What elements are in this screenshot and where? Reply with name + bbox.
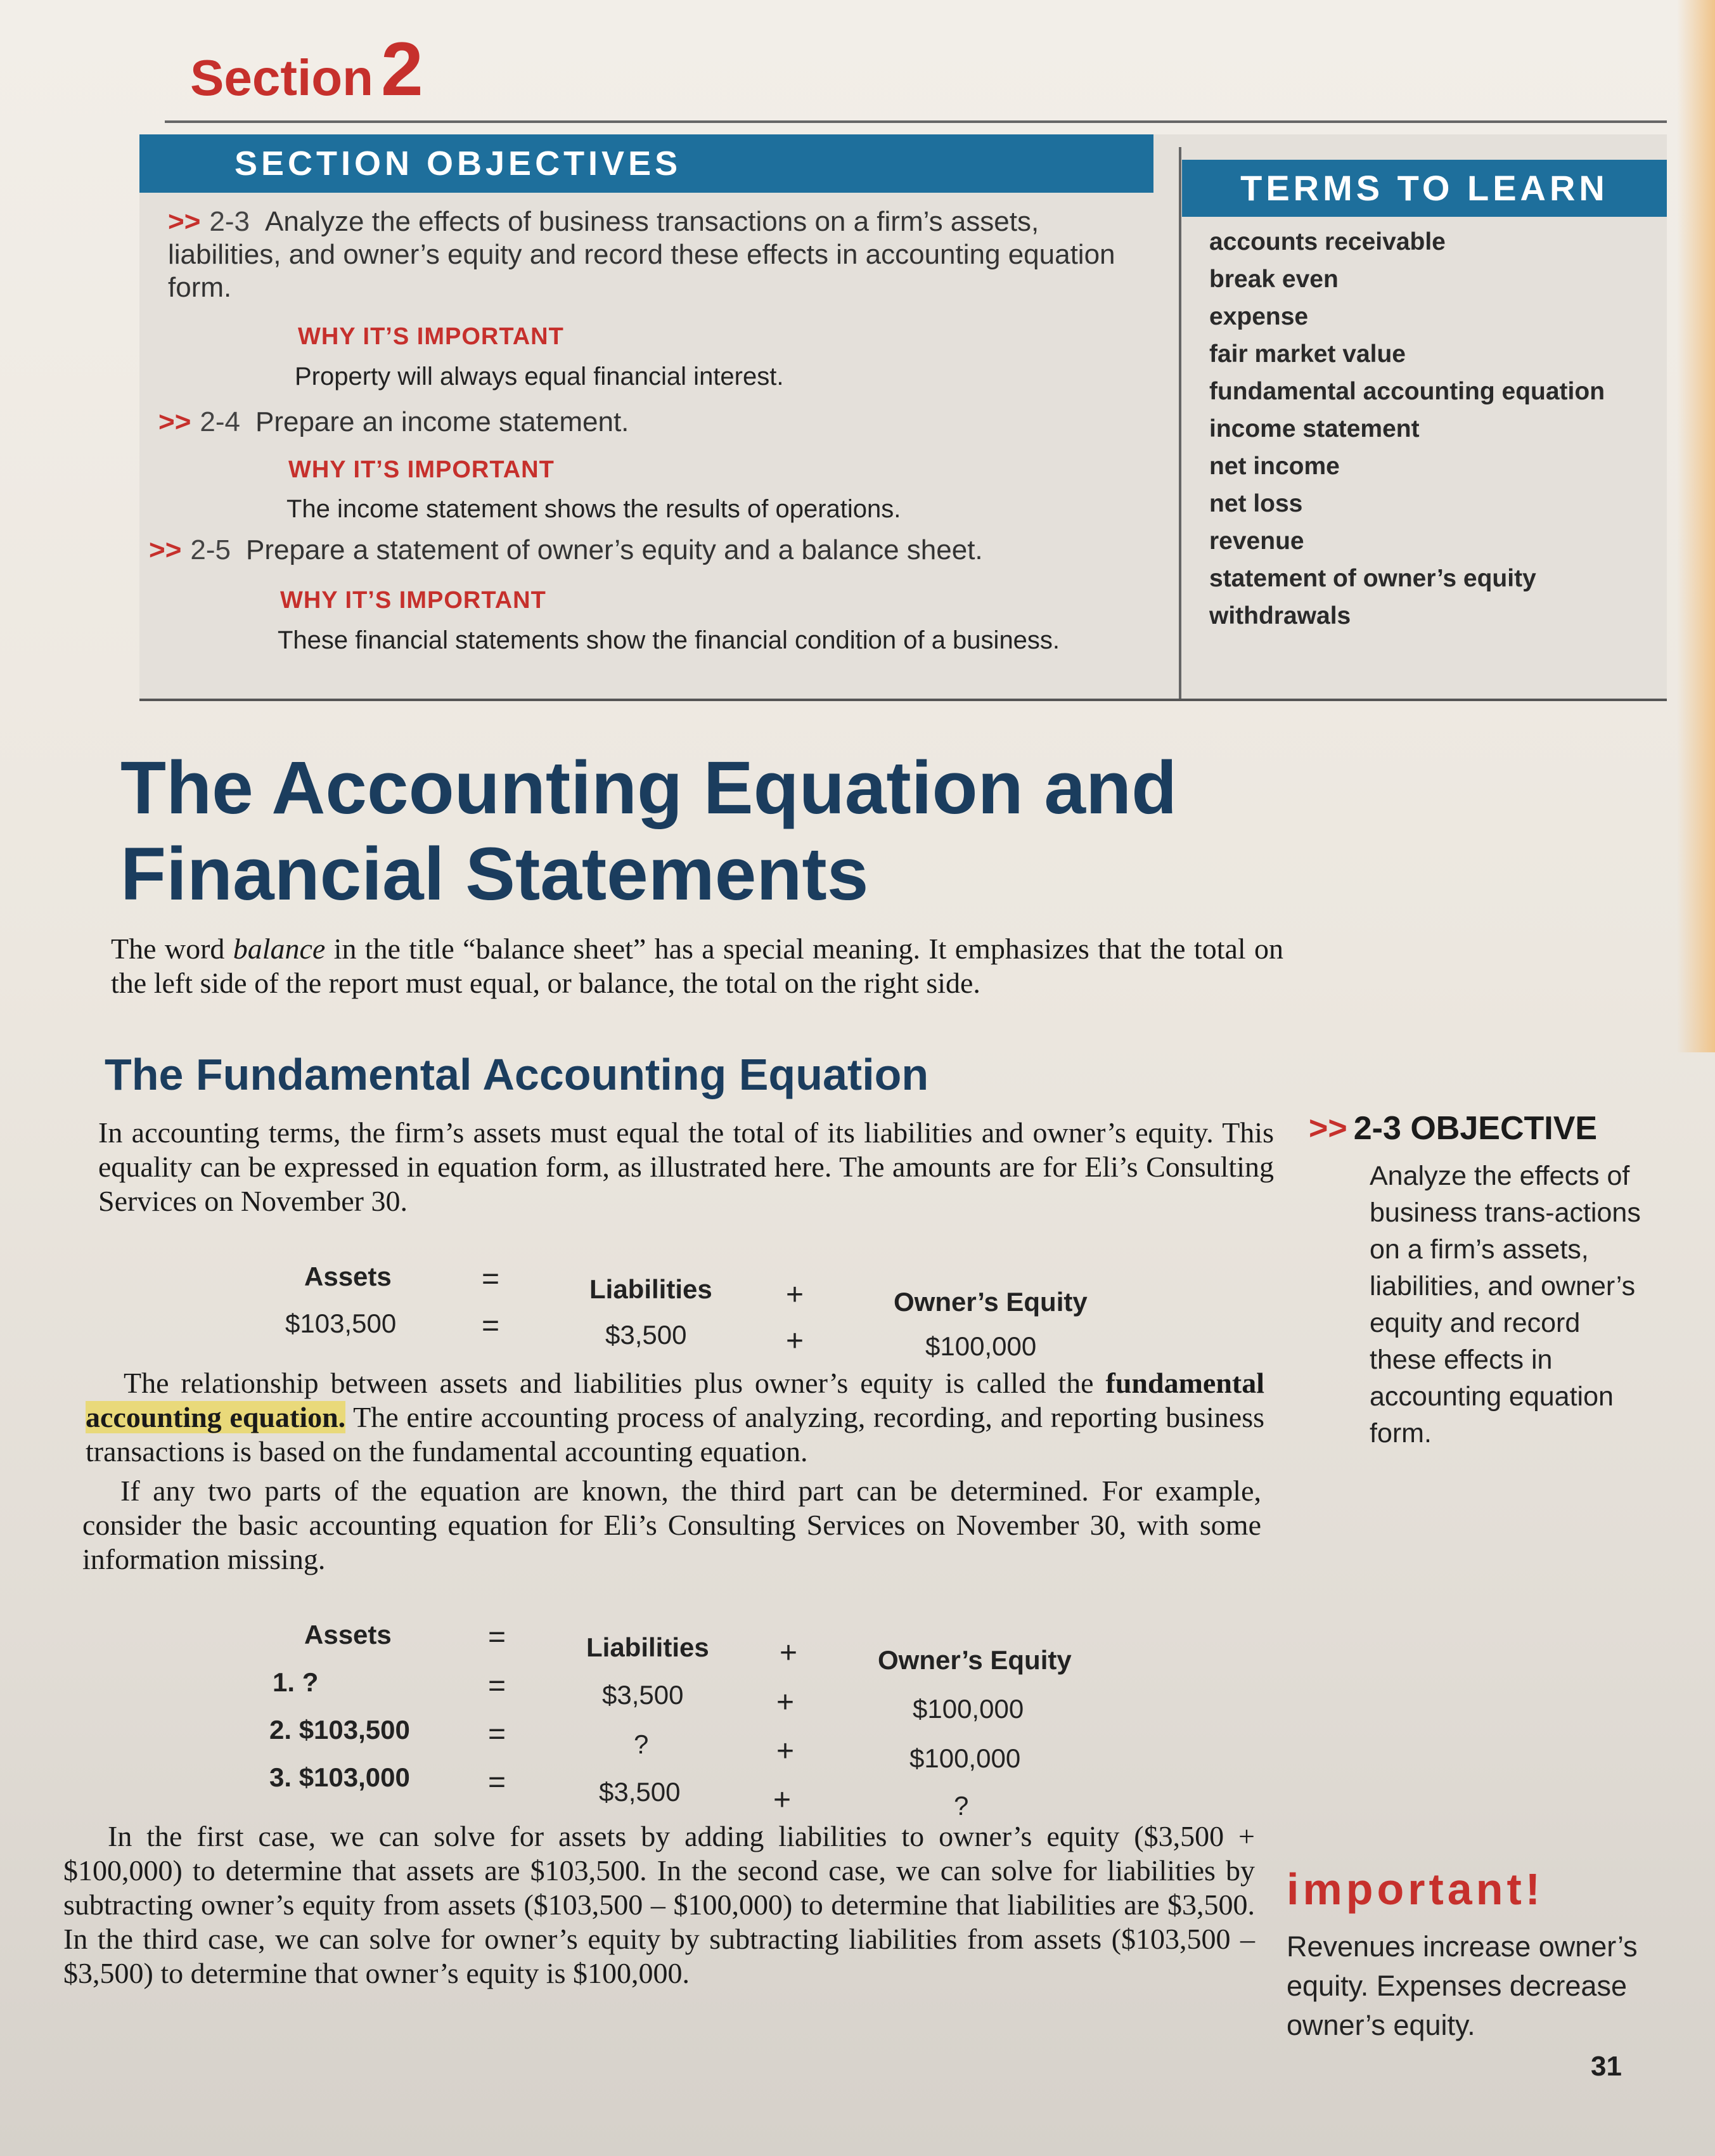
intro-text-b: in the title “balance sheet” has a special meaning. It emphasizes that the total on the left side of the report must equal, or balance, the total on the right side. (111, 933, 1283, 999)
section-objectives-header: SECTION OBJECTIVES (139, 134, 1153, 193)
objective-id: 2-3 (209, 206, 250, 237)
eq2-row2-plus: + (776, 1734, 795, 1768)
objective-id: 2-4 (200, 406, 240, 437)
objective-id: 2-5 (190, 534, 231, 565)
why-important-text: The income statement shows the results of operations. (286, 495, 901, 523)
why-important-label: WHY IT’S IMPORTANT (298, 323, 564, 350)
objective-arrow-icon: >> (158, 406, 191, 437)
eq2-header-owners-equity: Owner’s Equity (878, 1645, 1072, 1675)
term-item: withdrawals (1209, 602, 1351, 629)
important-callout (1287, 1864, 1641, 2045)
side-objective-text: Analyze the effects of business trans-actions on a firm’s assets, liabilities, and owner’s equity and record these effects in accounting equation form. (1370, 1161, 1641, 1449)
key-term-accounting-equation: accounting equation. (86, 1401, 346, 1433)
page-edge-shadow (1677, 0, 1715, 1052)
why-important-label: WHY IT’S IMPORTANT (288, 456, 555, 483)
eq2-row3-owners-equity: ? (954, 1791, 969, 1821)
eq-equals: = (482, 1262, 500, 1296)
fundamental-paragraph-3: If any two parts of the equation are known, the third part can be determined. For example, consider the basic accounting equation for Eli’s Consulting Services on November 30, with some information missing. (82, 1475, 1261, 1575)
section-subtitle: The Fundamental Accounting Equation (105, 1050, 929, 1099)
section-label (190, 25, 423, 113)
side-objective-title (1309, 1109, 1664, 1147)
page-title-line-1: The Accounting Equation and (120, 746, 1178, 830)
eq2-plus: + (780, 1636, 798, 1670)
term-item: fundamental accounting equation (1209, 378, 1605, 405)
term-item: income statement (1209, 415, 1420, 442)
page-number: 31 (1591, 2051, 1622, 2082)
term-item: expense (1209, 303, 1309, 330)
side-objective-title-text: 2-3 OBJECTIVE (1353, 1110, 1598, 1147)
page-title (120, 745, 1177, 917)
eq2-row1-liabilities: $3,500 (602, 1680, 684, 1710)
objective-text: Analyze the effects of business transactions on a firm’s assets, liabilities, and owner’s equity and record these effects in accounting equation form. (168, 206, 1115, 303)
fundamental-paragraph-2 (86, 1366, 1264, 1469)
eq-header-liabilities: Liabilities (589, 1274, 712, 1304)
eq2-row3-plus: + (773, 1783, 792, 1817)
eq-value-owners-equity: $100,000 (925, 1331, 1037, 1361)
eq-plus: + (786, 1324, 804, 1358)
objective-arrow-icon: >> (149, 534, 182, 565)
eq-header-owners-equity: Owner’s Equity (894, 1287, 1088, 1317)
intro-text-a: The word (111, 933, 233, 965)
eq2-row3-liabilities: $3,500 (599, 1777, 681, 1807)
eq-plus: + (786, 1278, 804, 1312)
top-rule (165, 120, 1667, 123)
eq2-header-assets: Assets (304, 1620, 392, 1649)
eq2-row2-owners-equity: $100,000 (909, 1743, 1021, 1773)
why-important-text: Property will always equal financial interest. (295, 363, 784, 391)
intro-emphasis: balance (233, 933, 326, 965)
eq2-row3-equals: = (488, 1765, 506, 1799)
eq2-row2-equals: = (488, 1717, 506, 1751)
section-label-text: Section (190, 49, 373, 106)
important-title: important! (1287, 1864, 1545, 1914)
objectives-panel (139, 134, 1667, 701)
objective-arrow-icon: >> (1309, 1110, 1347, 1147)
objective-2-3 (168, 205, 1157, 304)
eq2-row1-owners-equity: $100,000 (913, 1694, 1024, 1724)
eq-equals: = (482, 1309, 500, 1343)
term-item: fair market value (1209, 340, 1406, 368)
section-number: 2 (380, 27, 423, 112)
terms-list (1209, 223, 1653, 635)
term-item: accounts receivable (1209, 228, 1446, 255)
objective-2-5 (149, 534, 1138, 567)
important-text: Revenues increase owner’s equity. Expenses decrease owner’s equity. (1287, 1930, 1638, 2041)
eq-value-assets: $103,500 (285, 1308, 397, 1338)
eq2-row1-plus: + (776, 1686, 795, 1719)
fundamental-paragraph-4: In the first case, we can solve for assets by adding liabilities to owner’s equity ($3,500 + $100,000) to determine that assets are $103,500. In the second case, we can solve for liabilities by subtracting owner’s equity from assets ($103,500 – $100,000) to determine that liabilities are $3,500. In the third case, we can solve for owner’s equity by subtracting liabilities from assets ($103,500 – $3,500) to determine that owner’s equity is $100,000. (63, 1820, 1255, 1989)
term-item: revenue (1209, 527, 1304, 555)
eq2-header-liabilities: Liabilities (586, 1632, 709, 1662)
term-item: net income (1209, 453, 1340, 480)
eq-value-liabilities: $3,500 (605, 1320, 687, 1350)
intro-paragraph (111, 932, 1283, 1000)
objective-arrow-icon: >> (168, 206, 201, 237)
term-item: net loss (1209, 490, 1303, 517)
term-item: break even (1209, 266, 1339, 293)
para2-text-b: The entire accounting process of analyzing, recording, and reporting business transactions is based on the fundamental accounting equation. (86, 1401, 1264, 1468)
eq2-row1-equals: = (488, 1669, 506, 1703)
page-title-line-2: Financial Statements (120, 832, 869, 916)
term-item: statement of owner’s equity (1209, 565, 1536, 592)
eq-header-assets: Assets (304, 1262, 392, 1291)
objective-2-4 (158, 406, 1147, 439)
why-important-text: These financial statements show the financial condition of a business. (278, 626, 1060, 654)
eq2-row2-liabilities: ? (634, 1729, 649, 1759)
objective-text: Prepare an income statement. (255, 406, 629, 437)
why-important-label: WHY IT’S IMPORTANT (280, 587, 546, 614)
objective-text: Prepare a statement of owner’s equity and a balance sheet. (245, 534, 983, 565)
para2-text-a: The relationship between assets and liabilities plus owner’s equity is called the (124, 1367, 1106, 1399)
side-objective (1309, 1109, 1664, 1452)
eq2-row1-assets: 1. ? (273, 1667, 319, 1697)
eq2-equals: = (488, 1620, 506, 1654)
fundamental-paragraph-1: In accounting terms, the firm’s assets must equal the total of its liabilities and owner’s equity. This equality can be expressed in equation form, as illustrated here. The amounts are for Eli’s Consulting Services on November 30. (98, 1116, 1274, 1217)
key-term-fundamental: fundamental (1105, 1367, 1264, 1399)
eq2-row2-assets: 2. $103,500 (269, 1715, 410, 1745)
terms-to-learn-header: TERMS TO LEARN (1182, 160, 1667, 217)
panel-divider (1179, 147, 1181, 699)
eq2-row3-assets: 3. $103,000 (269, 1762, 410, 1792)
